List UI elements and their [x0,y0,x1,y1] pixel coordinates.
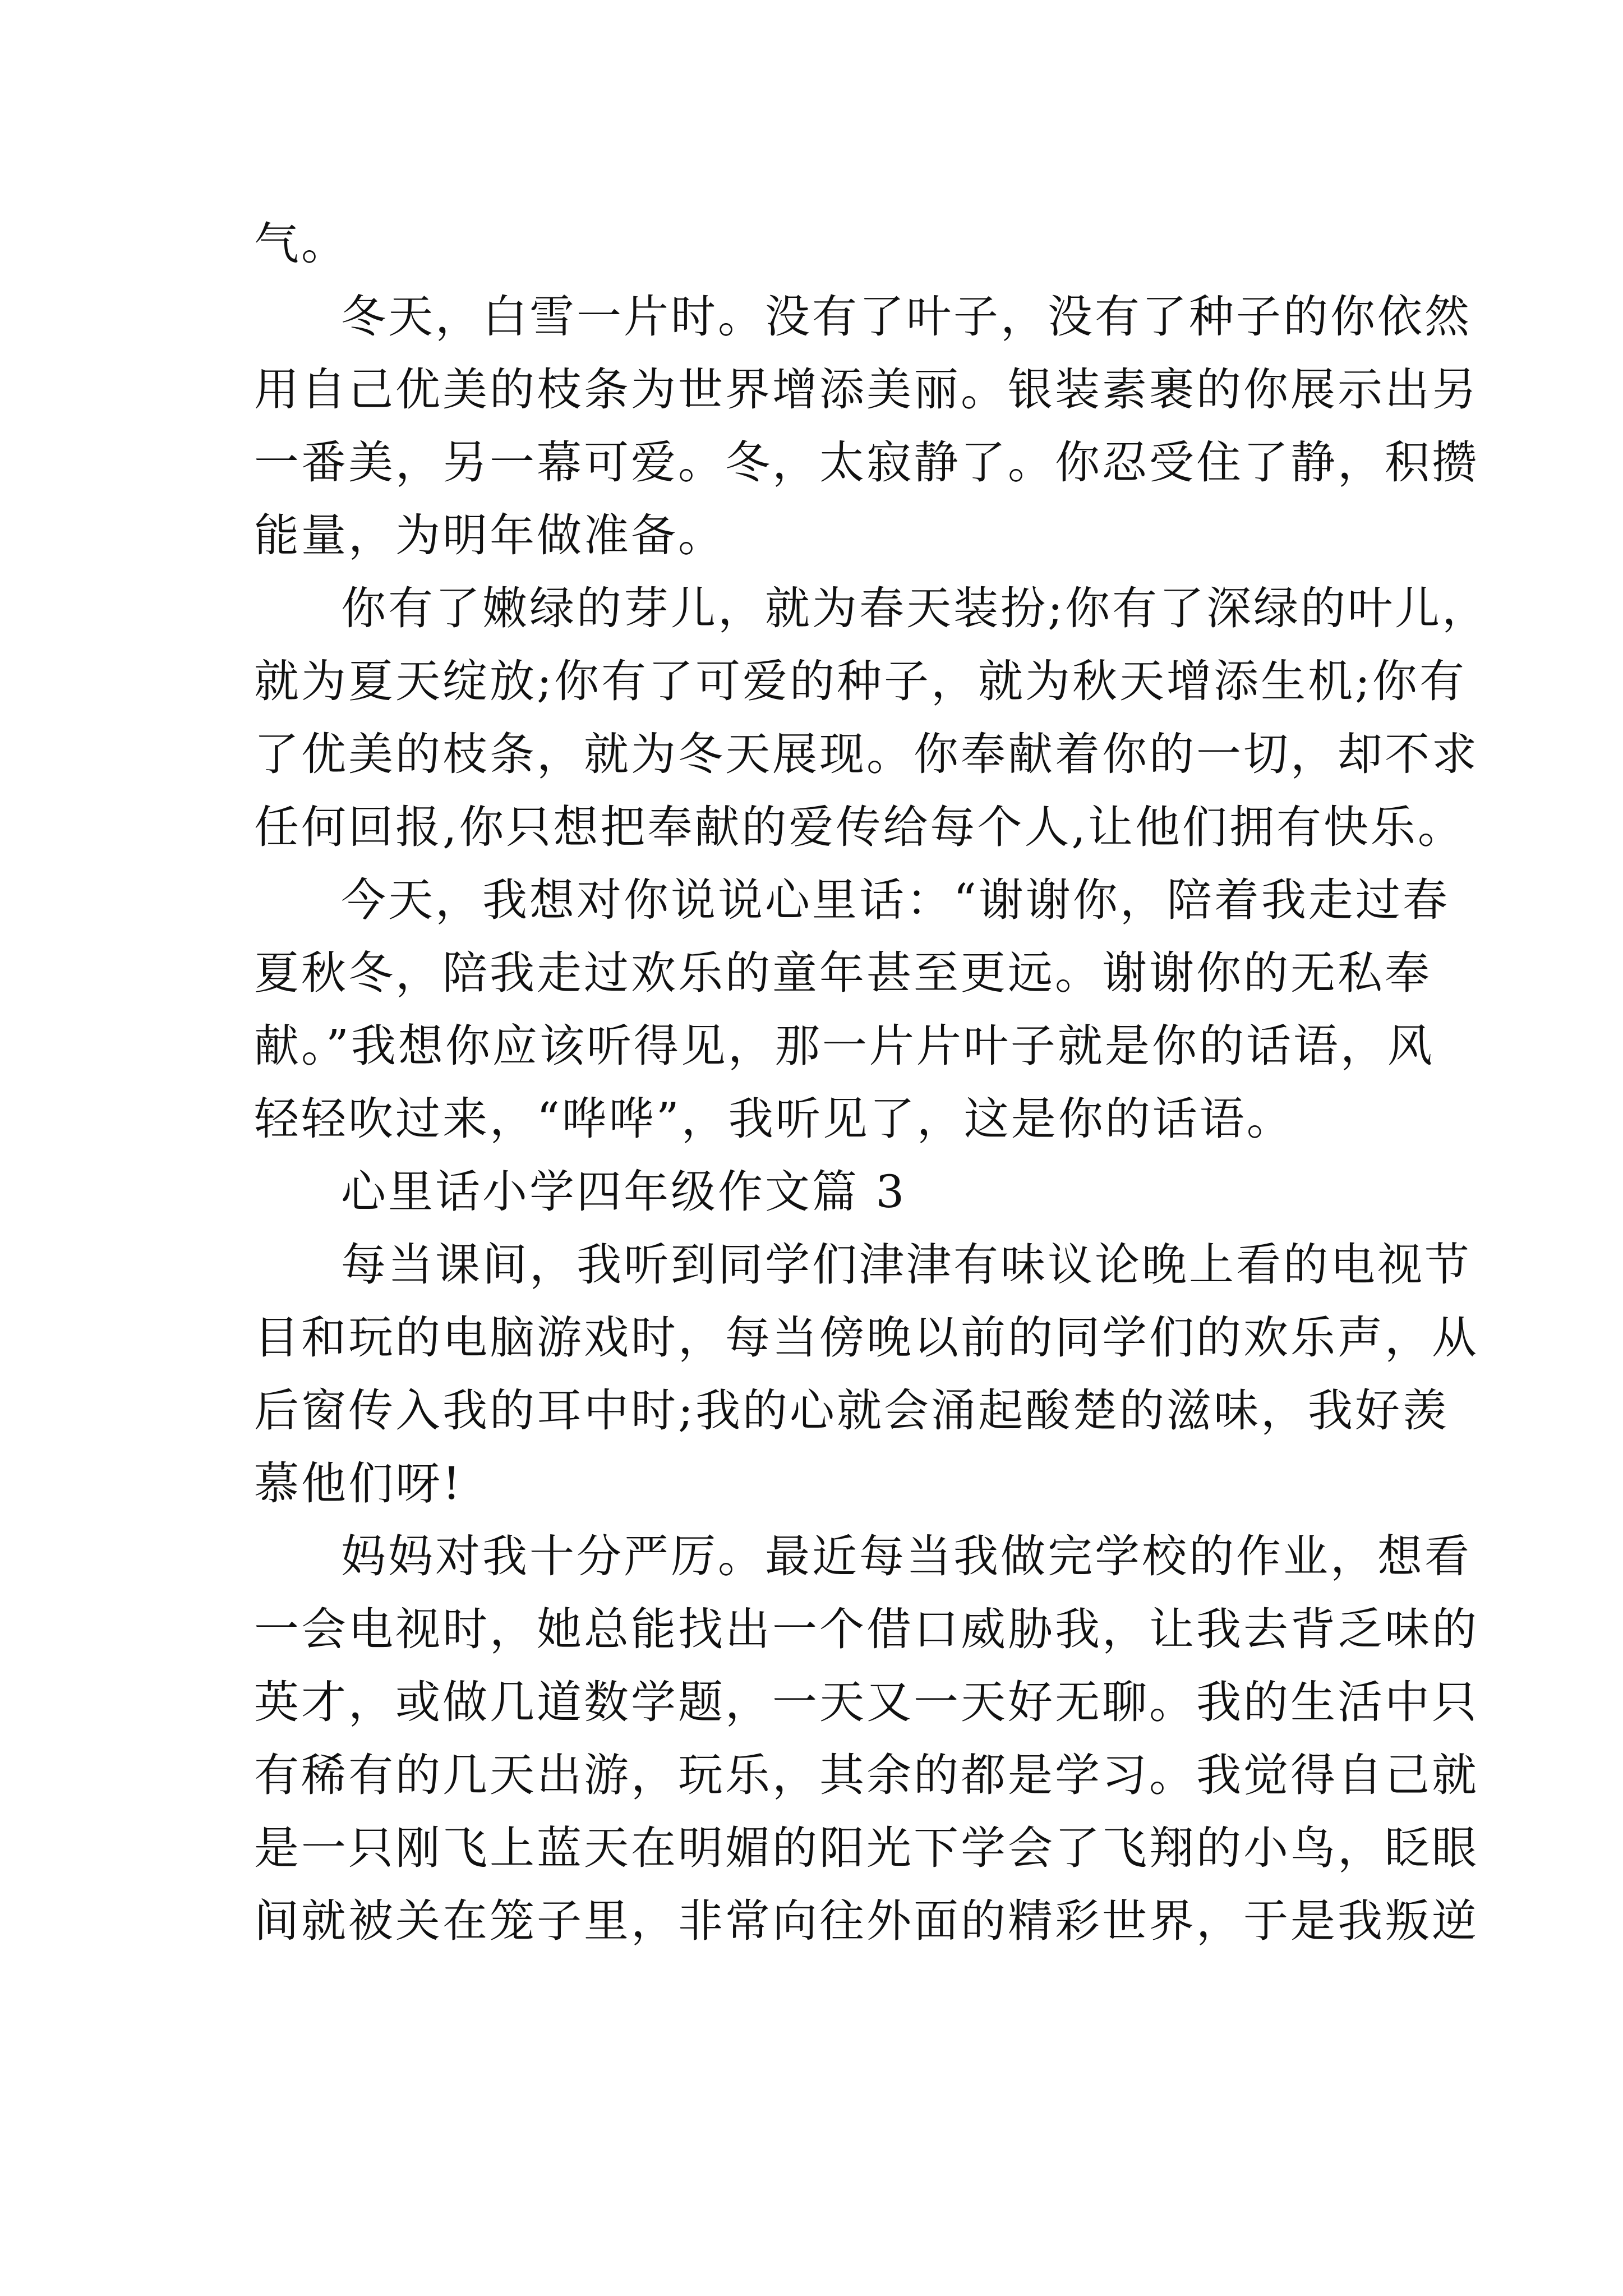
text-line: 你有了嫩绿的芽儿，就为春天装扮;你有了深绿的叶儿， [341,582,1489,634]
text-line: 轻轻吹过来，“哗哗”，我听见了，这是你的话语。 [254,1093,1294,1145]
text-line: 后窗传入我的耳中时;我的心就会涌起酸楚的滋味，我好羡 [254,1384,1449,1437]
text-line: 任何回报,你只想把奉献的爱传给每个人,让他们拥有快乐。 [254,801,1465,853]
text-line: 间就被关在笼子里，非常向往外面的精彩世界，于是我叛逆 [254,1895,1479,1947]
text-line: 夏秋冬，陪我走过欢乐的童年甚至更远。谢谢你的无私奉 [254,947,1432,999]
text-line: 一番美，另一幕可爱。冬，太寂静了。你忍受住了静，积攒 [254,436,1479,489]
text-line: 冬天，白雪一片时。没有了叶子，没有了种子的你依然 [341,291,1472,343]
text-line: 今天，我想对你说说心里话：“谢谢你，陪着我走过春 [341,874,1450,926]
text-line: 气。 [254,218,348,270]
text-line: 是一只刚飞上蓝天在明媚的阳光下学会了飞翔的小鸟，眨眼 [254,1822,1479,1874]
text-line: 有稀有的几天出游，玩乐，其余的都是学习。我觉得自己就 [254,1749,1479,1801]
text-line: 妈妈对我十分严厉。最近每当我做完学校的作业，想看 [341,1530,1472,1582]
text-line: 一会电视时，她总能找出一个借口威胁我，让我去背乏味的 [254,1603,1479,1655]
text-line: 英才，或做几道数学题，一天又一天好无聊。我的生活中只 [254,1676,1479,1728]
text-line: 就为夏天绽放;你有了可爱的种子，就为秋天增添生机;你有 [254,655,1467,707]
text-line: 每当课间，我听到同学们津津有味议论晚上看的电视节 [341,1239,1472,1291]
text-line: 了优美的枝条，就为冬天展现。你奉献着你的一切，却不求 [254,728,1479,780]
section-heading: 心里话小学四年级作文篇 3 [341,1166,907,1218]
text-line: 用自己优美的枝条为世界增添美丽。银装素裹的你展示出另 [254,364,1479,416]
text-line: 慕他们呀! [254,1457,463,1510]
text-line: 献。”我想你应该听得见，那一片片叶子就是你的话语，风 [254,1020,1435,1072]
text-line: 能量，为明年做准备。 [254,509,725,562]
text-line: 目和玩的电脑游戏时，每当傍晚以前的同学们的欢乐声，从 [254,1312,1479,1364]
